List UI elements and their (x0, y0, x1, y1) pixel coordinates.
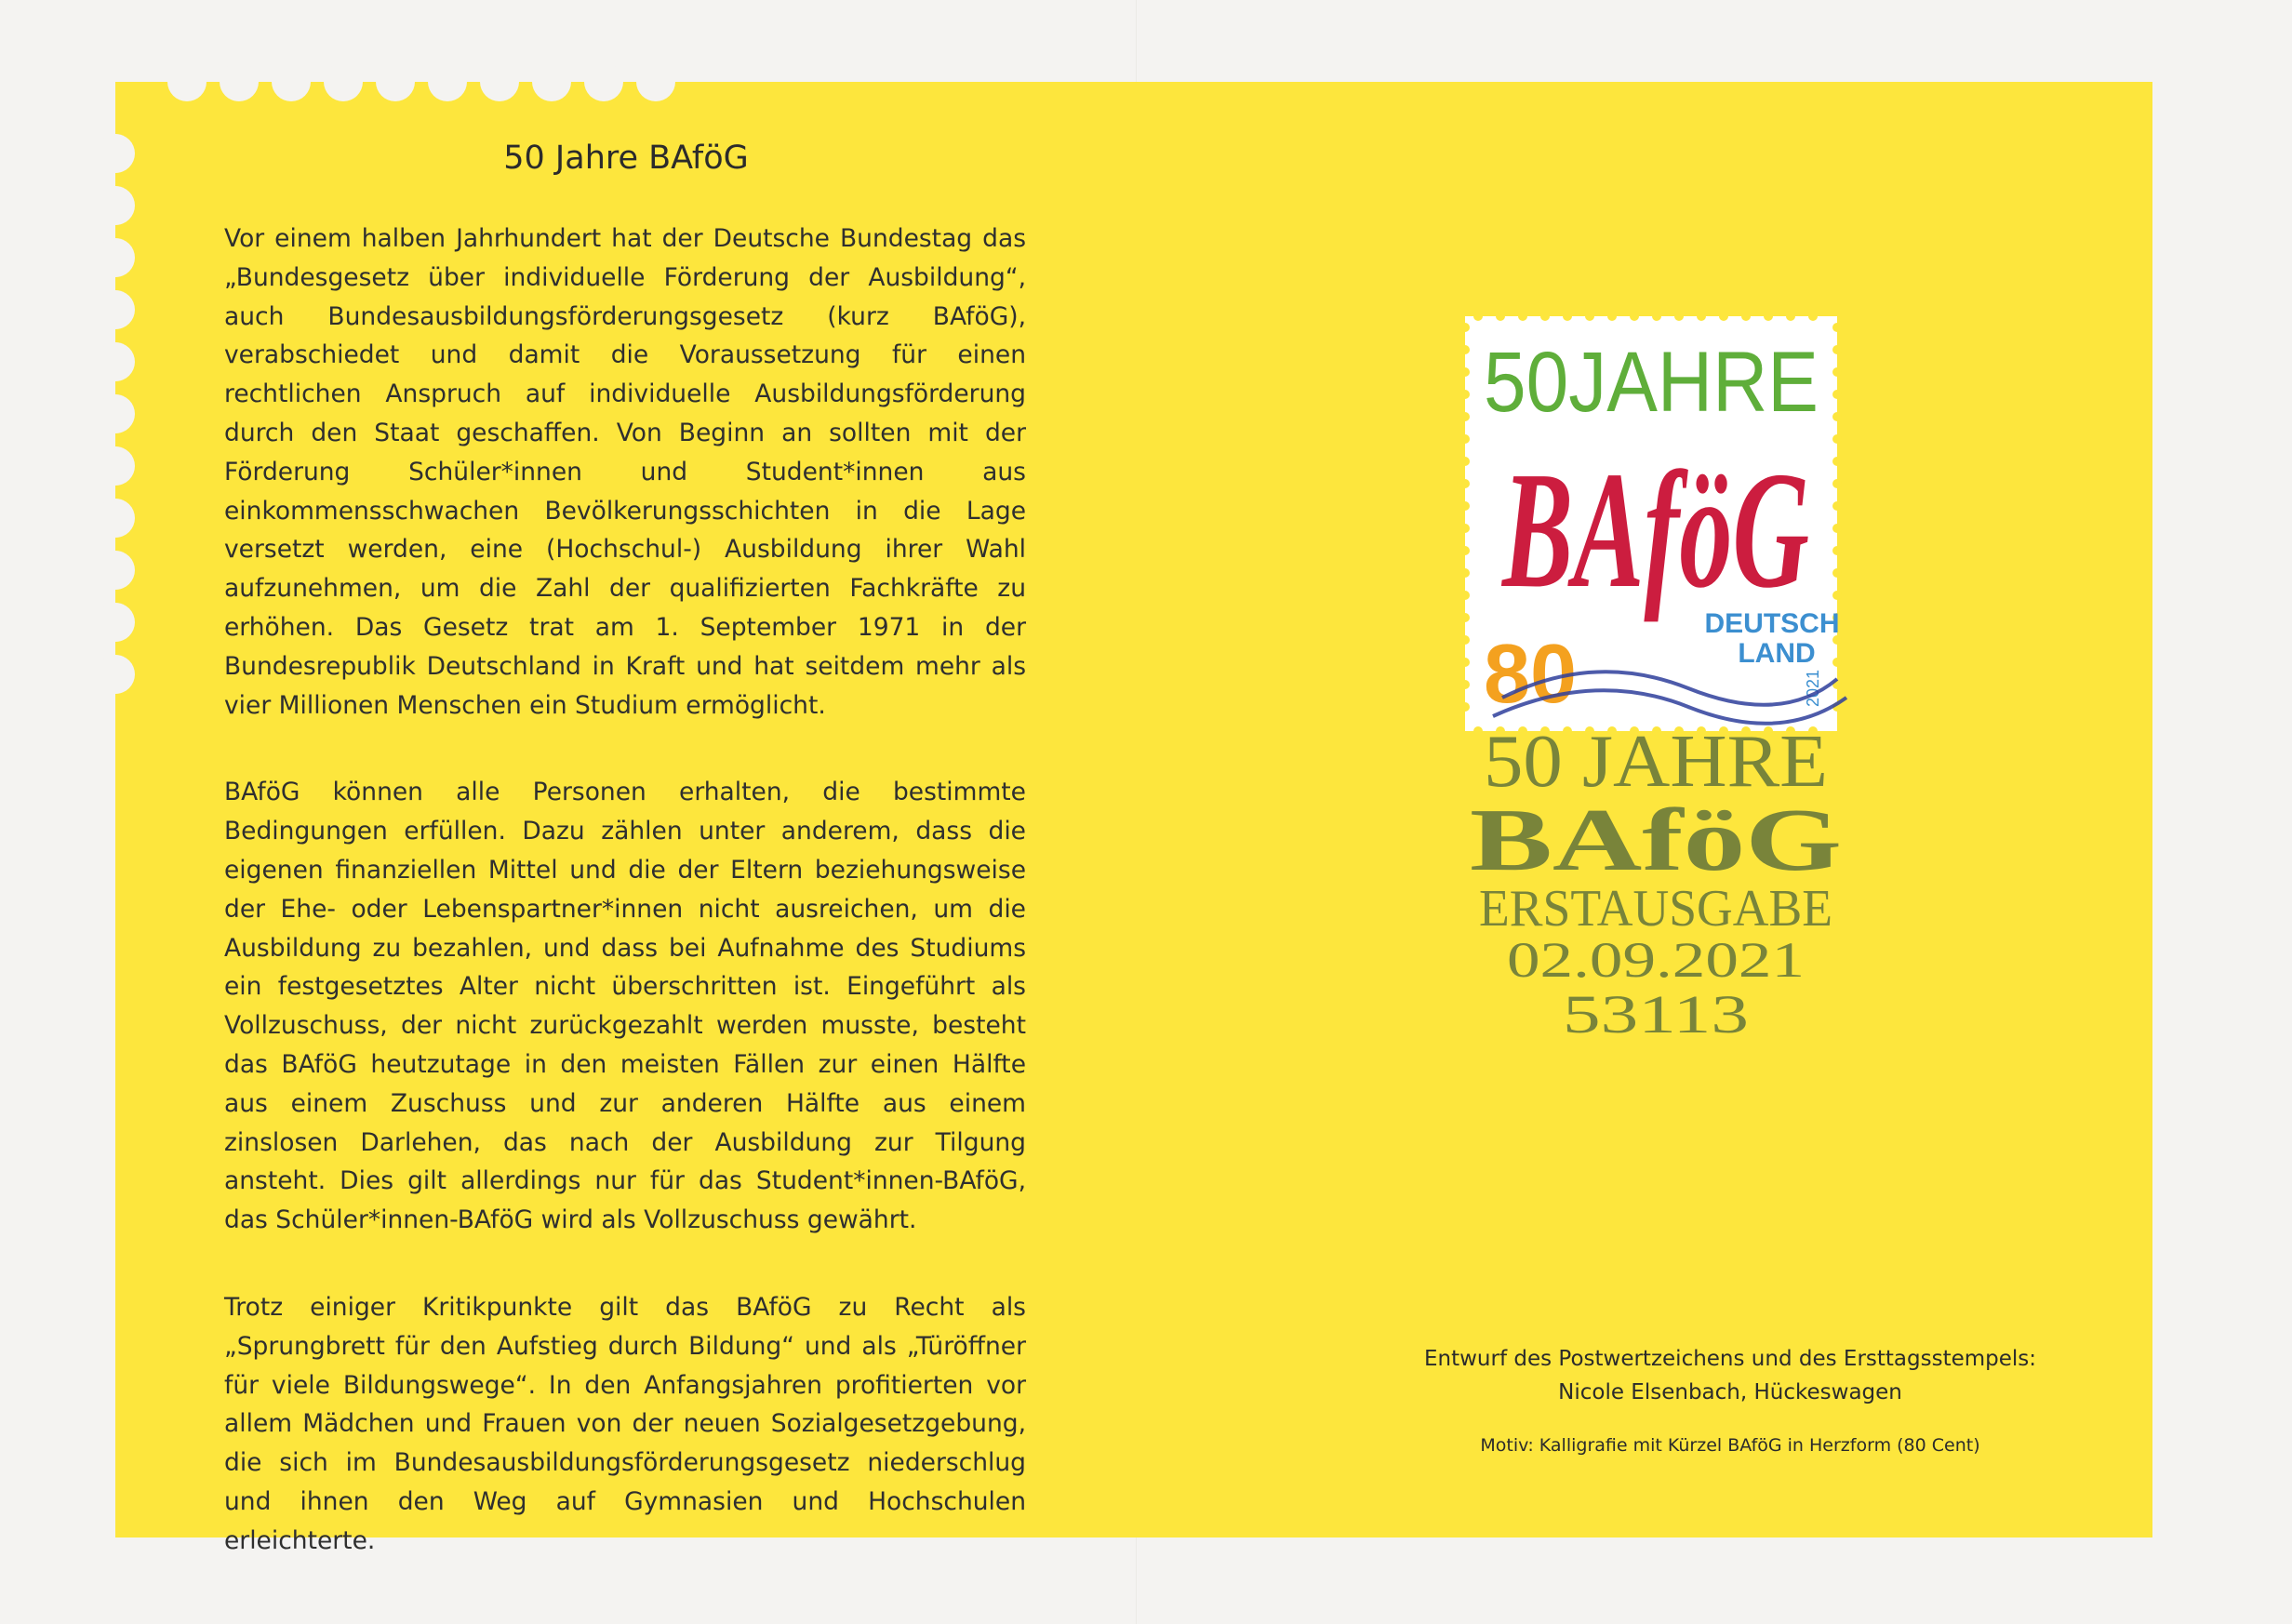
body-text (224, 220, 1026, 1609)
stamp-country-1: DEUTSCH (1704, 608, 1840, 639)
stamp-value-text: 80 (1484, 628, 1578, 721)
stamp-logo-text: BAföG (1500, 437, 1809, 622)
designer-name: Nicole Elsenbach, Hückeswagen (1558, 1380, 1902, 1404)
paragraph-3: Trotz einiger Kritikpunkte gilt das BAföG zu Recht als „Sprungbrett für den Aufstieg durch Bildung“ und als „Türöffner für viele Bildungswege“. In den Anfangsjahren profitierten vor allem Mädchen und Frauen von der neuen Sozialgesetzgebung, die sich im Bundesausbildungsförderungsgesetz niederschlug und ihnen den Weg auf Gymnasien und Hochschulen erleichterte. (224, 1292, 1026, 1555)
motif-caption: Motiv: Kalligrafie mit Kürzel BAföG in Herzform (80 Cent) (1480, 1435, 1980, 1456)
postmark-line4: 02.09.2021 (1507, 932, 1805, 988)
postmark-line5: 53113 (1563, 984, 1749, 1045)
paragraph-2: BAföG können alle Personen erhalten, die bestimmte Bedingungen erfüllen. Dazu zählen unter anderem, dass die eigenen finanziellen Mittel und die der Eltern beziehungsweise der Ehe- oder Lebenspartner*innen nicht ausreichen, um die Ausbildung zu bezahlen, und dass bei Aufnahme des Studiums ein festgesetztes Alter nicht überschritten ist. Eingeführt als Vollzuschuss, der nicht zurückgezahlt werden musste, besteht das BAföG heutzutage in den meisten Fällen zur einen Hälfte aus einem Zuschuss und zur anderen Hälfte aus einem zinslosen Darlehen, das nach der Ausbildung zur Tilgung ansteht. Dies gilt allerdings nur für das Student*innen-BAföG, das Schüler*innen-BAföG wird als Vollzuschuss gewährt. (224, 778, 1026, 1235)
stamp-line1-text: 50JAHRE (1484, 335, 1819, 430)
postmark-line2: BAföG (1470, 790, 1842, 889)
stamp-with-postmark (1465, 316, 1865, 1060)
postmark (1470, 721, 1842, 1045)
stamp-illustration (1465, 316, 1865, 1060)
postmark-line3: ERSTAUSGABE (1479, 880, 1832, 938)
design-credit-line: Entwurf des Postwertzeichens und des Ersttagsstempels: (1423, 1347, 2037, 1371)
stamp-country-2: LAND (1738, 638, 1816, 669)
credits (1237, 1342, 2223, 1456)
page-title: 50 Jahre BAföG (503, 140, 749, 177)
paragraph-1: Vor einem halben Jahrhundert hat der Deutsche Bundestag das „Bundesgesetz über individuelle Förderung der Ausbildung“, auch Bundesausbildungsförderungsgesetz (kurz BAföG), verabschiedet und damit die Voraussetzung für einen rechtlichen Anspruch auf individuelle Ausbildungsförderung durch den Staat geschaffen. Von Beginn an sollten mit der Förderung Schüler*innen und Student*innen aus einkommensschwachen Bevölkerungsschichten in die Lage versetzt werden, eine (Hochschul-) Ausbildung ihrer Wahl aufzunehmen, um die Zahl der qualifizierten Fachkräfte zu erhöhen. Das Gesetz trat am 1. September 1971 in der Bundesrepublik Deutschland in Kraft und hat seitdem mehr als vier Millionen Menschen ein Studium ermöglicht. (224, 224, 1026, 720)
stamp-year-text: 2021 (1804, 669, 1822, 707)
postmark-line1: 50 JAHRE (1484, 721, 1828, 803)
